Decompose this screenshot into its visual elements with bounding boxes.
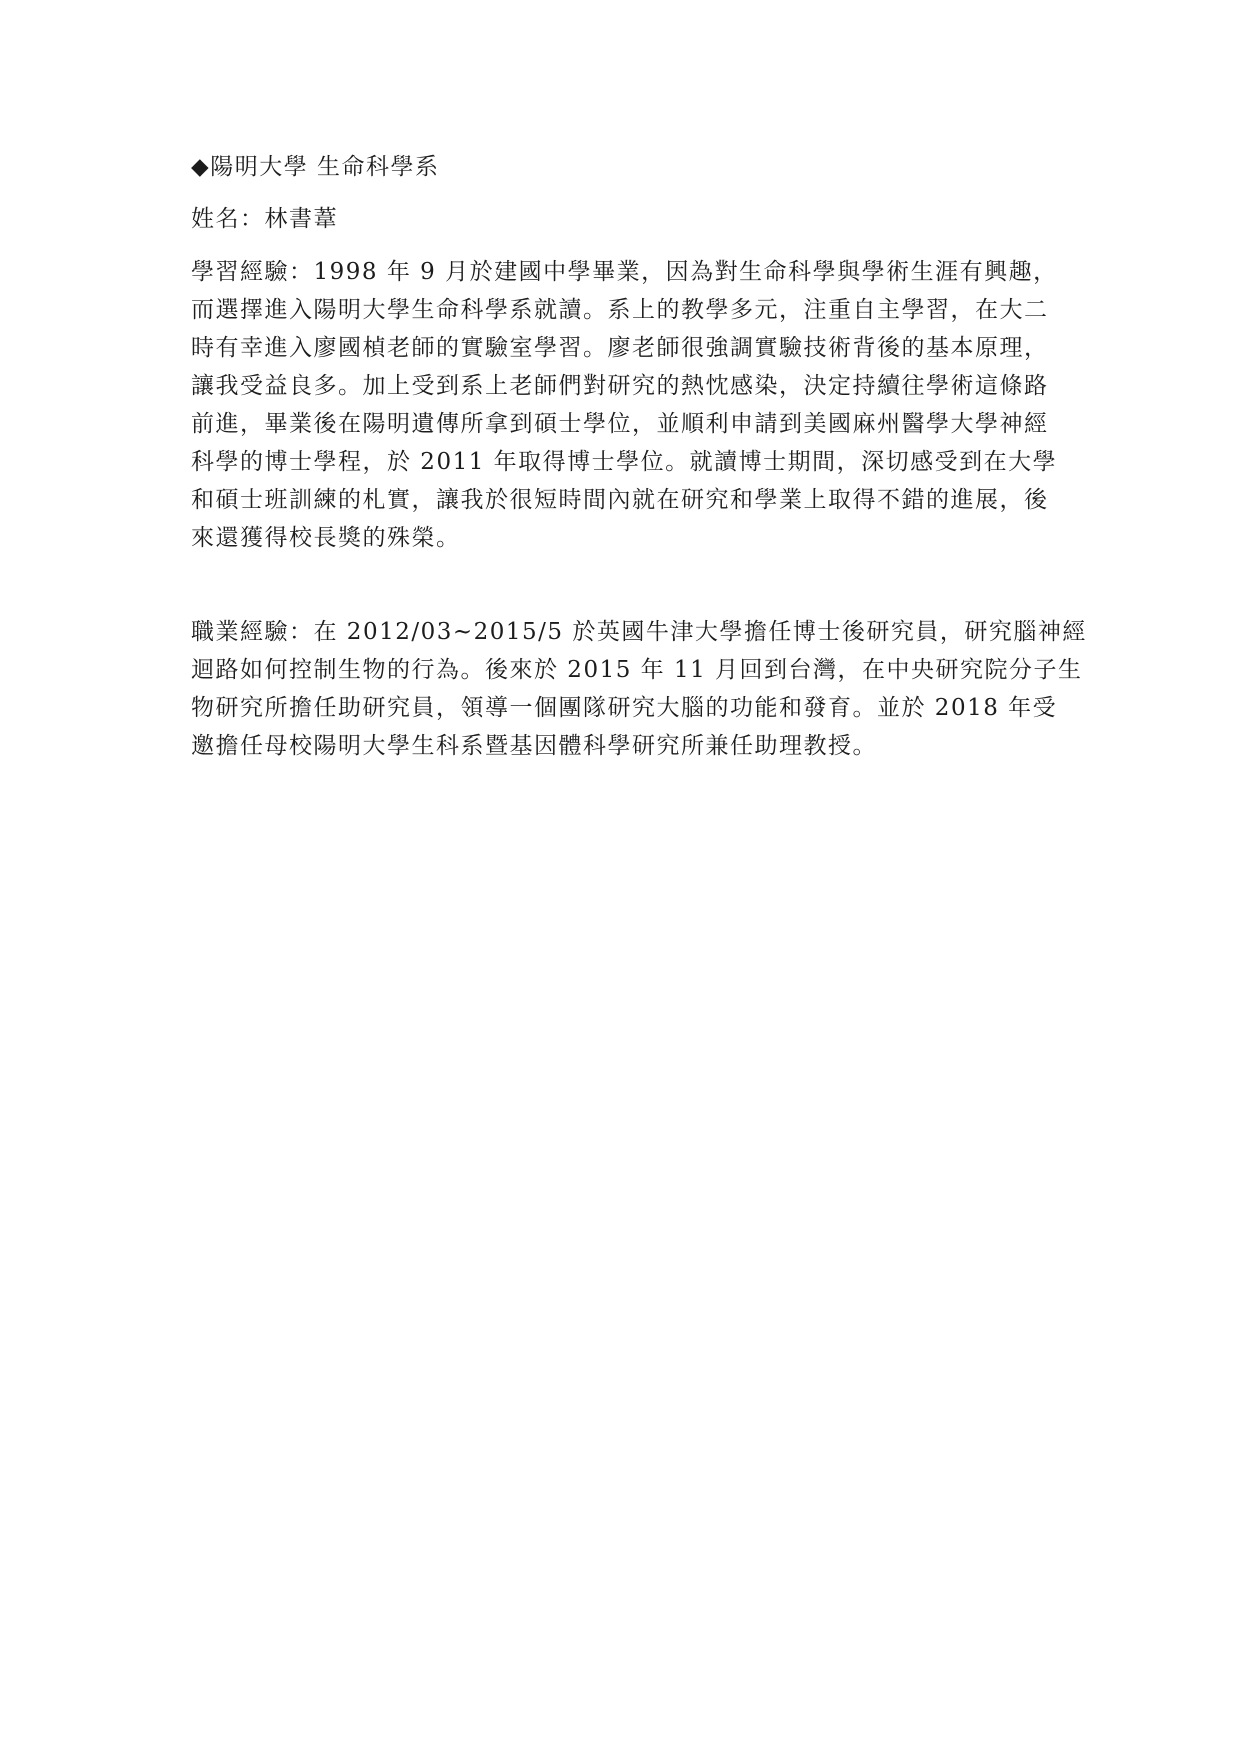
name-line: 姓名：林書葦: [191, 206, 338, 232]
career-line: 物研究所擔任助研究員，領導一個團隊研究大腦的功能和發育。並於 2018 年受: [191, 695, 1058, 721]
study-line: 學習經驗：1998 年 9 月於建國中學畢業，因為對生命科學與學術生涯有興趣，: [191, 259, 1058, 285]
study-line: 科學的博士學程，於 2011 年取得博士學位。就讀博士期間，深切感受到在大學: [191, 449, 1058, 475]
career-line: 邀擔任母校陽明大學生科系暨基因體科學研究所兼任助理教授。: [191, 733, 877, 759]
document-content: [191, 148, 1087, 765]
study-line: 和碩士班訓練的札實，讓我於很短時間內就在研究和學業上取得不錯的進展，後: [191, 487, 1049, 513]
department-heading: ◆陽明大學 生命科學系: [191, 154, 440, 180]
study-line: 讓我受益良多。加上受到系上老師們對研究的熱忱感染，決定持續往學術這條路: [191, 373, 1049, 399]
career-line: 職業經驗：在 2012/03~2015/5 於英國牛津大學擔任博士後研究員，研究腦神經: [191, 619, 1087, 645]
study-line: 前進，畢業後在陽明遺傳所拿到碩士學位，並順利申請到美國麻州醫學大學神經: [191, 411, 1049, 437]
career-line: 迴路如何控制生物的行為。後來於 2015 年 11 月回到台灣，在中央研究院分子生: [191, 657, 1083, 683]
career-experience-paragraph: [191, 613, 1087, 765]
study-line: 而選擇進入陽明大學生命科學系就讀。系上的教學多元，注重自主學習，在大二: [191, 297, 1049, 323]
study-line: 時有幸進入廖國楨老師的實驗室學習。廖老師很強調實驗技術背後的基本原理，: [191, 335, 1049, 361]
study-experience-paragraph: [191, 253, 1058, 557]
study-line: 來還獲得校長獎的殊榮。: [191, 525, 461, 551]
